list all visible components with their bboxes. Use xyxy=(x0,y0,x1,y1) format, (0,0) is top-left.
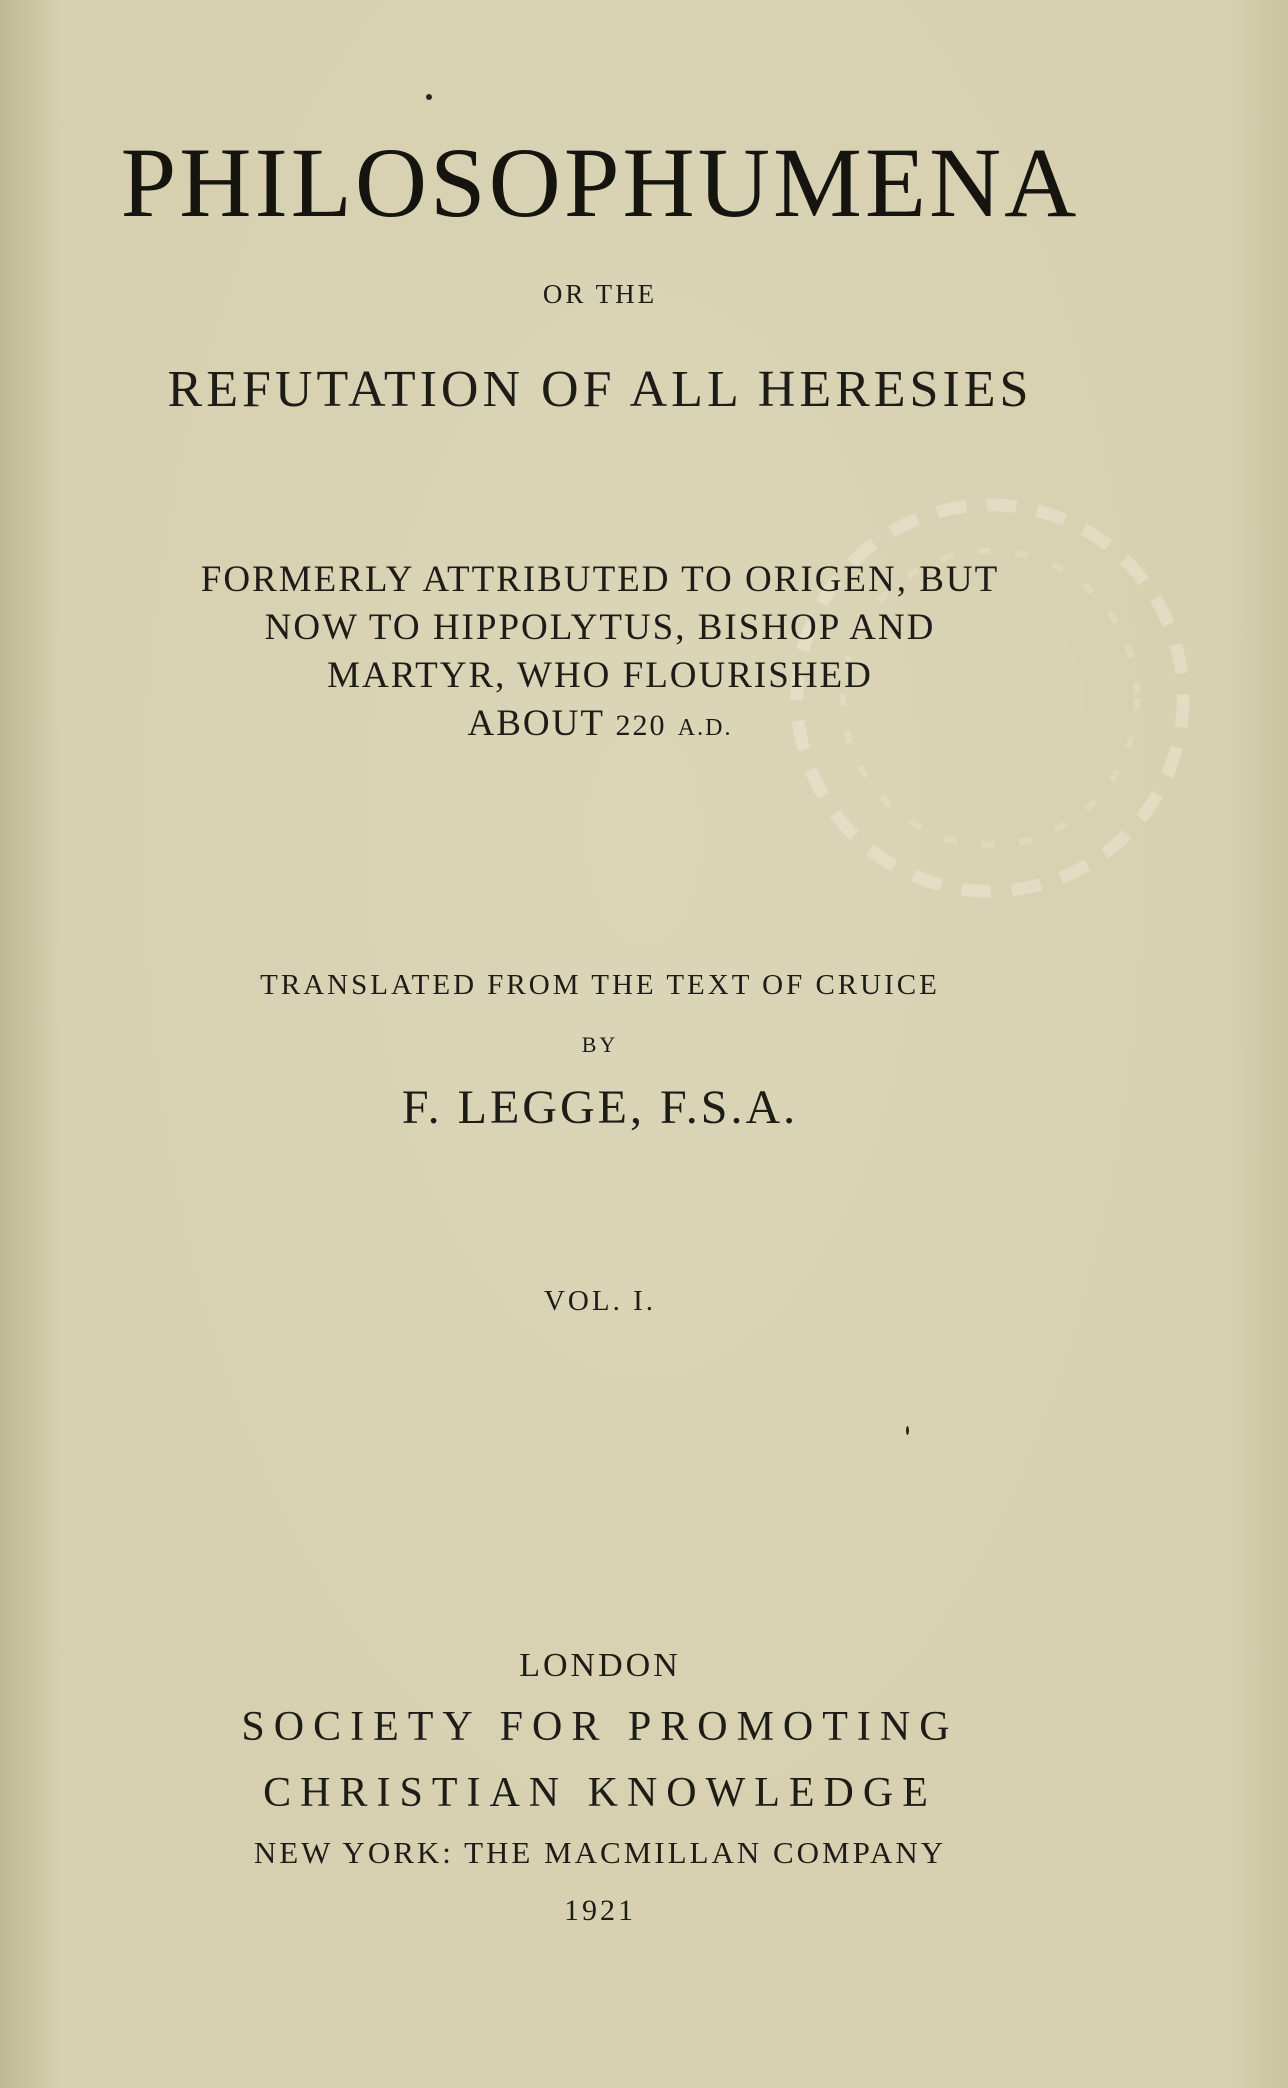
ink-speck xyxy=(426,94,432,100)
attribution-about: ABOUT xyxy=(467,703,605,744)
translator-name: F. LEGGE, F.S.A. xyxy=(401,1081,799,1134)
publication-year: 1921 xyxy=(564,1894,636,1927)
book-title: PHILOSOPHUMENA xyxy=(120,127,1080,238)
co-publisher: NEW YORK: THE MACMILLAN COMPANY xyxy=(253,1835,947,1870)
imprint-city: LONDON xyxy=(519,1647,681,1684)
attribution-line-3: MARTYR, WHO FLOURISHED xyxy=(327,655,873,696)
by-label: BY xyxy=(581,1032,619,1057)
attribution-line-1: FORMERLY ATTRIBUTED TO ORIGEN, BUT xyxy=(200,559,1000,600)
volume-label: VOL. I. xyxy=(543,1285,656,1317)
attribution-block xyxy=(0,556,1200,752)
publisher-line-1: SOCIETY FOR PROMOTING xyxy=(241,1704,959,1750)
publisher-line-2: CHRISTIAN KNOWLEDGE xyxy=(263,1770,937,1816)
attribution-line-4 xyxy=(0,700,1200,752)
book-subtitle: REFUTATION OF ALL HERESIES xyxy=(167,361,1033,418)
title-connector: OR THE xyxy=(542,279,658,309)
attribution-year: 220 xyxy=(615,709,667,742)
attribution-line-2: NOW TO HIPPOLYTUS, BISHOP AND xyxy=(264,607,936,648)
attribution-era: A.D. xyxy=(677,715,733,741)
ink-speck xyxy=(906,1426,909,1435)
translation-note: TRANSLATED FROM THE TEXT OF CRUICE xyxy=(260,969,940,1001)
